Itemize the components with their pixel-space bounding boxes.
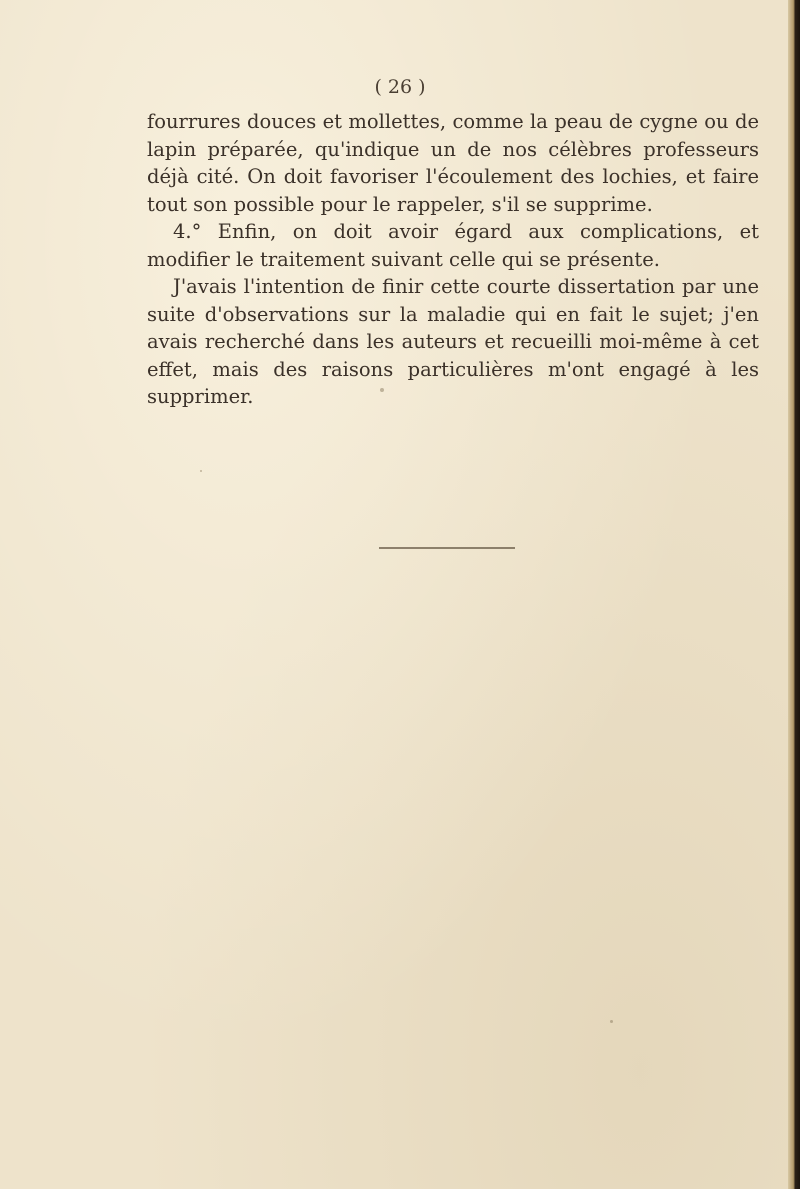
paper-speck [610, 1020, 613, 1023]
page-number: ( 26 ) [374, 76, 426, 98]
body-text [147, 108, 759, 411]
paragraph-3: J'avais l'intention de finir cette courte dissertation par une suite d'observations sur la maladie qui en fait le sujet; j'en avais recherché dans les auteurs et recueilli moi-même à cet effet, mais des raisons particulières m'ont engagé à les supprimer. [147, 275, 759, 408]
page-edge [788, 0, 800, 1189]
paper-speck [200, 470, 202, 472]
paper-speck [380, 388, 384, 392]
paragraph-1: fourrures douces et mollettes, comme la peau de cygne ou de lapin préparée, qu'indique un de nos célèbres professeurs déjà cité. On doit favoriser l'écoulement des lochies, et faire tout son possible pour le rappeler, s'il se supprime. [147, 110, 759, 216]
paragraph-2: 4.° Enfin, on doit avoir égard aux complications, et modifier le traitement suivant celle qui se présente. [147, 220, 759, 271]
closing-rule [379, 547, 515, 549]
